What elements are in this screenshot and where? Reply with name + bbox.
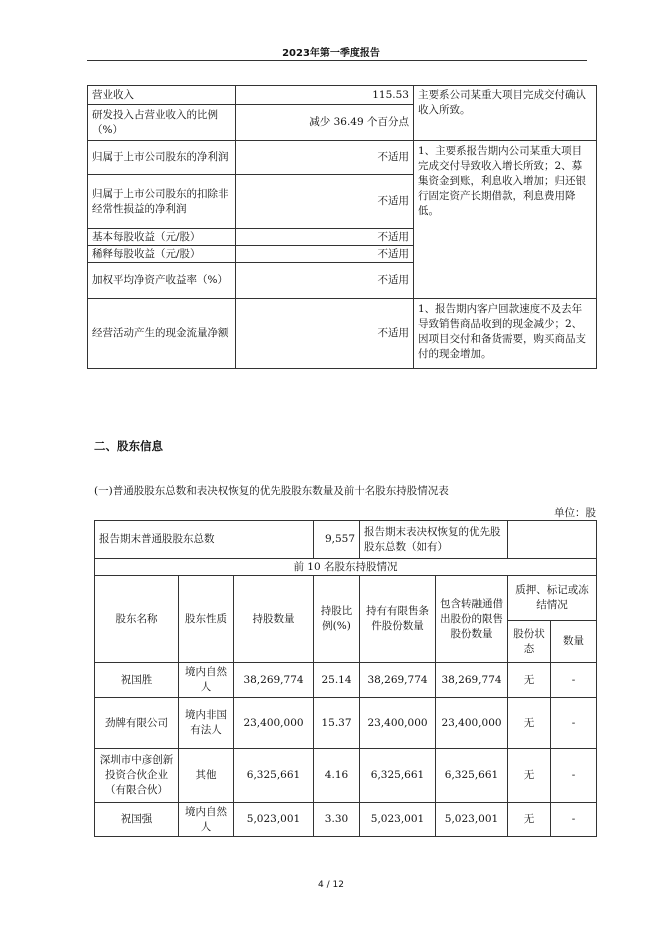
holder-name: 深圳市中彦创新投资合伙企业（有限合伙） [95, 749, 179, 803]
indicator-label: 营业收入 [88, 86, 236, 105]
holder-status: 无 [508, 698, 551, 749]
indicator-value: 不适用 [236, 175, 414, 229]
header-lent: 包含转融通借出股份的限售股份数量 [436, 576, 508, 663]
shareholder-table [94, 520, 597, 837]
summary-label: 报告期末表决权恢复的优先股股东总数（如有） [360, 521, 508, 559]
header-restricted: 持有有限售条件股份数量 [360, 576, 436, 663]
top10-title: 前 10 名股东持股情况 [95, 559, 597, 576]
indicator-label: 归属于上市公司股东的净利润 [88, 141, 236, 175]
section-title: 二、股东信息 [94, 439, 163, 453]
holder-restricted: 6,325,661 [360, 749, 436, 803]
table-row [95, 698, 597, 749]
header-ratio: 持股比例(%) [314, 576, 360, 663]
holder-restricted: 23,400,000 [360, 698, 436, 749]
header-shares: 持股数量 [234, 576, 314, 663]
holder-ratio: 4.16 [314, 749, 360, 803]
table-row [95, 663, 597, 698]
table-row [95, 749, 597, 803]
indicator-label: 稀释每股收益（元/股） [88, 246, 236, 263]
reason-cell: 1、报告期内客户回款速度不及去年导致销售商品收到的现金减少；2、因项目交付和备货需要，购买商品支付的现金增加。 [414, 299, 597, 369]
indicator-value: 不适用 [236, 299, 414, 369]
holder-status: 无 [508, 803, 551, 837]
reason-cell: 主要系公司某重大项目完成交付确认收入所致。 [414, 86, 597, 141]
holder-nature: 境内自然人 [179, 803, 234, 837]
holder-restricted: 5,023,001 [360, 803, 436, 837]
indicator-label: 加权平均净资产收益率（%） [88, 263, 236, 299]
holder-ratio: 15.37 [314, 698, 360, 749]
indicator-value: 不适用 [236, 229, 414, 246]
page-header-title: 2023年第一季度报告 [282, 48, 380, 59]
holder-qty: - [551, 803, 597, 837]
holder-qty: - [551, 663, 597, 698]
indicator-label: 归属于上市公司股东的扣除非经常性损益的净利润 [88, 175, 236, 229]
header-name: 股东名称 [95, 576, 179, 663]
holder-lent: 5,023,001 [436, 803, 508, 837]
reason-cell: 1、主要系报告期内公司某重大项目完成交付导致收入增长所致；2、募集资金到账，利息收入增加；归还银行固定资产长期借款，利息费用降低。 [414, 141, 597, 299]
holder-qty: - [551, 749, 597, 803]
holder-status: 无 [508, 663, 551, 698]
holder-name: 劲牌有限公司 [95, 698, 179, 749]
indicator-value: 不适用 [236, 141, 414, 175]
summary-label: 报告期末普通股股东总数 [95, 521, 314, 559]
indicator-label: 基本每股收益（元/股） [88, 229, 236, 246]
indicator-label: 经营活动产生的现金流量净额 [88, 299, 236, 369]
summary-value [508, 521, 597, 559]
header-pledge: 质押、标记或冻结情况 [508, 576, 597, 621]
header-status: 股份状态 [508, 621, 551, 663]
holder-nature: 境内自然人 [179, 663, 234, 698]
indicator-label: 研发投入占营业收入的比例（%） [88, 105, 236, 141]
indicator-value: 不适用 [236, 263, 414, 299]
holder-status: 无 [508, 749, 551, 803]
table-row [95, 803, 597, 837]
holder-restricted: 38,269,774 [360, 663, 436, 698]
holder-name: 祝国强 [95, 803, 179, 837]
holder-nature: 其他 [179, 749, 234, 803]
page-number: 4 / 12 [318, 880, 344, 890]
holder-shares: 5,023,001 [234, 803, 314, 837]
section-subtitle: (一)普通股股东总数和表决权恢复的优先股股东数量及前十名股东持股情况表 [94, 485, 449, 497]
holder-nature: 境内非国有法人 [179, 698, 234, 749]
header-nature: 股东性质 [179, 576, 234, 663]
holder-shares: 23,400,000 [234, 698, 314, 749]
header-divider [87, 60, 587, 61]
holder-ratio: 25.14 [314, 663, 360, 698]
indicator-value: 不适用 [236, 246, 414, 263]
indicator-value: 减少 36.49 个百分点 [236, 105, 414, 141]
unit-label: 单位：股 [554, 507, 596, 519]
holder-lent: 6,325,661 [436, 749, 508, 803]
holder-ratio: 3.30 [314, 803, 360, 837]
summary-value: 9,557 [314, 521, 360, 559]
holder-lent: 38,269,774 [436, 663, 508, 698]
holder-lent: 23,400,000 [436, 698, 508, 749]
header-qty: 数量 [551, 621, 597, 663]
holder-shares: 6,325,661 [234, 749, 314, 803]
holder-qty: - [551, 698, 597, 749]
holder-name: 祝国胜 [95, 663, 179, 698]
indicator-change-table [87, 85, 597, 369]
indicator-value: 115.53 [236, 86, 414, 105]
holder-shares: 38,269,774 [234, 663, 314, 698]
